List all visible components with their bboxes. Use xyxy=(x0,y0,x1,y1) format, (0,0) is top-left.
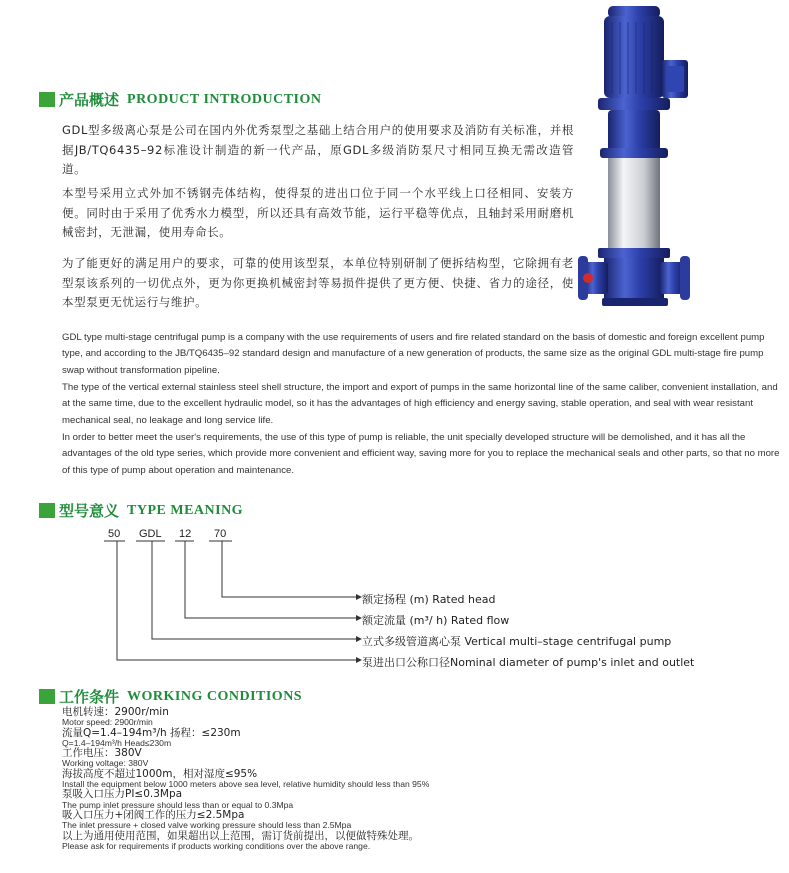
heading-cn: 产品概述 xyxy=(59,91,120,109)
code-model: GDL xyxy=(139,528,162,540)
label-nominal-diameter: 泵进出口公称口径Nominal diameter of pump's inlet and outlet xyxy=(362,656,695,669)
heading-cn: 型号意义 xyxy=(59,502,120,520)
section-heading-working xyxy=(39,686,302,707)
code-flow: 12 xyxy=(179,528,192,540)
wc-en-3: Working voltage: 380V xyxy=(62,758,149,769)
intro-cn-paragraph-1: GDL型多级离心泵是公司在国内外优秀泵型之基础上结合用户的使用要求及消防有关标准，并根据JB/TQ6435–92标准设计制造的新一代产品，原GDL多级消防泵尺寸相同互换无需改造管道。 xyxy=(62,123,574,177)
label-rated-flow: 额定流量 (m³/ h) Rated flow xyxy=(362,614,510,627)
intro-en-paragraph-3: In order to better meet the user's requirements, the use of this type of pump is reliable, the unit specially developed structure will be demolished, and it has all the advantages of the old type series, which provide more convenient and efficient way, saving more for you to replace the mechanical seals and other parts, so that no more of this type of pump about operation and maintenance. xyxy=(62,432,780,476)
wc-en-2: Q=1.4–194m³/h Head≤230m xyxy=(62,737,172,748)
wc-cn-5: 泵吸入口压力PI≤0.3Mpa xyxy=(62,788,183,801)
working-conditions-list xyxy=(62,707,662,851)
wc-en-7: Please ask for requirements if products working conditions over the above range. xyxy=(62,840,371,851)
wc-cn-6: 吸入口压力+闭阀工作的压力≤2.5Mpa xyxy=(62,808,245,821)
wc-en-1: Motor speed: 2900r/min xyxy=(62,717,153,728)
intro-en-paragraph-1: GDL type multi-stage centrifugal pump is a company with the use requirements of users and fire related standard on the basis of domestic and foreign excellent pump type, and according to the JB/TQ6435–92 standard design and manufacture of a new generation of products, the same size as the original GDL multi-stage fire pump swap without transformation pipeline. xyxy=(62,332,765,376)
wc-cn-4: 海拔高度不超过1000m，相对湿度≤95% xyxy=(62,767,258,780)
code-diameter: 50 xyxy=(108,528,121,540)
heading-en: WORKING CONDITIONS xyxy=(127,688,303,704)
wc-cn-7: 以上为通用使用范围，如果超出以上范围，需订货前提出，以便做特殊处理。 xyxy=(62,829,419,842)
code-head: 70 xyxy=(214,528,227,540)
heading-en: PRODUCT INTRODUCTION xyxy=(127,91,322,107)
wc-en-4: Install the equipment below 1000 meters above sea level, relative humidity should less than 95% xyxy=(62,779,430,790)
wc-en-5: The pump inlet pressure should less than or equal to 0.3Mpa xyxy=(62,799,294,810)
wc-en-6: The inlet pressure + closed valve working pressure should less than 2.5Mpa xyxy=(62,820,352,831)
heading-square-icon xyxy=(39,689,55,704)
heading-en: TYPE MEANING xyxy=(127,502,244,518)
wc-cn-1: 电机转速：2900r/min xyxy=(62,706,169,718)
intro-en-paragraph-2: The type of the vertical external stainless steel shell structure, the import and export of pumps in the same horizontal line of the same caliber, convenient installation, and at the same time, due to the excellent hydraulic model, so it has the advantages of high efficiency and energy saving, stable operation, and seal with wear resistant mechanical seal, no leakage and long service life. xyxy=(62,382,778,426)
label-pump-type: 立式多级管道离心泵 Vertical multi–stage centrifugal pump xyxy=(362,635,672,648)
intro-cn-paragraph-2: 本型号采用立式外加不锈钢壳体结构，使得泵的进出口位于同一个水平线上口径相同、安装方便。同时由于采用了优秀水力模型，所以还具有高效节能，运行平稳等优点，且轴封采用耐磨机械密封，无泄漏，使用寿命长。 xyxy=(62,186,574,240)
heading-cn: 工作条件 xyxy=(59,688,120,706)
wc-cn-3: 工作电压：380V xyxy=(62,747,142,760)
label-rated-head: 额定扬程 (m) Rated head xyxy=(362,593,496,606)
intro-cn-paragraph-3: 为了能更好的满足用户的要求，可靠的使用该型泵，本单位特别研制了便拆结构型，它除拥有老型泵该系列的一切优点外，更为你更换机械密封等易损件提供了更方便、快捷、省力的途径，使本型泵更无忧运行与维护。 xyxy=(62,256,574,310)
wc-cn-2: 流量Q=1.4–194m³/h 扬程：≤230m xyxy=(62,726,241,739)
